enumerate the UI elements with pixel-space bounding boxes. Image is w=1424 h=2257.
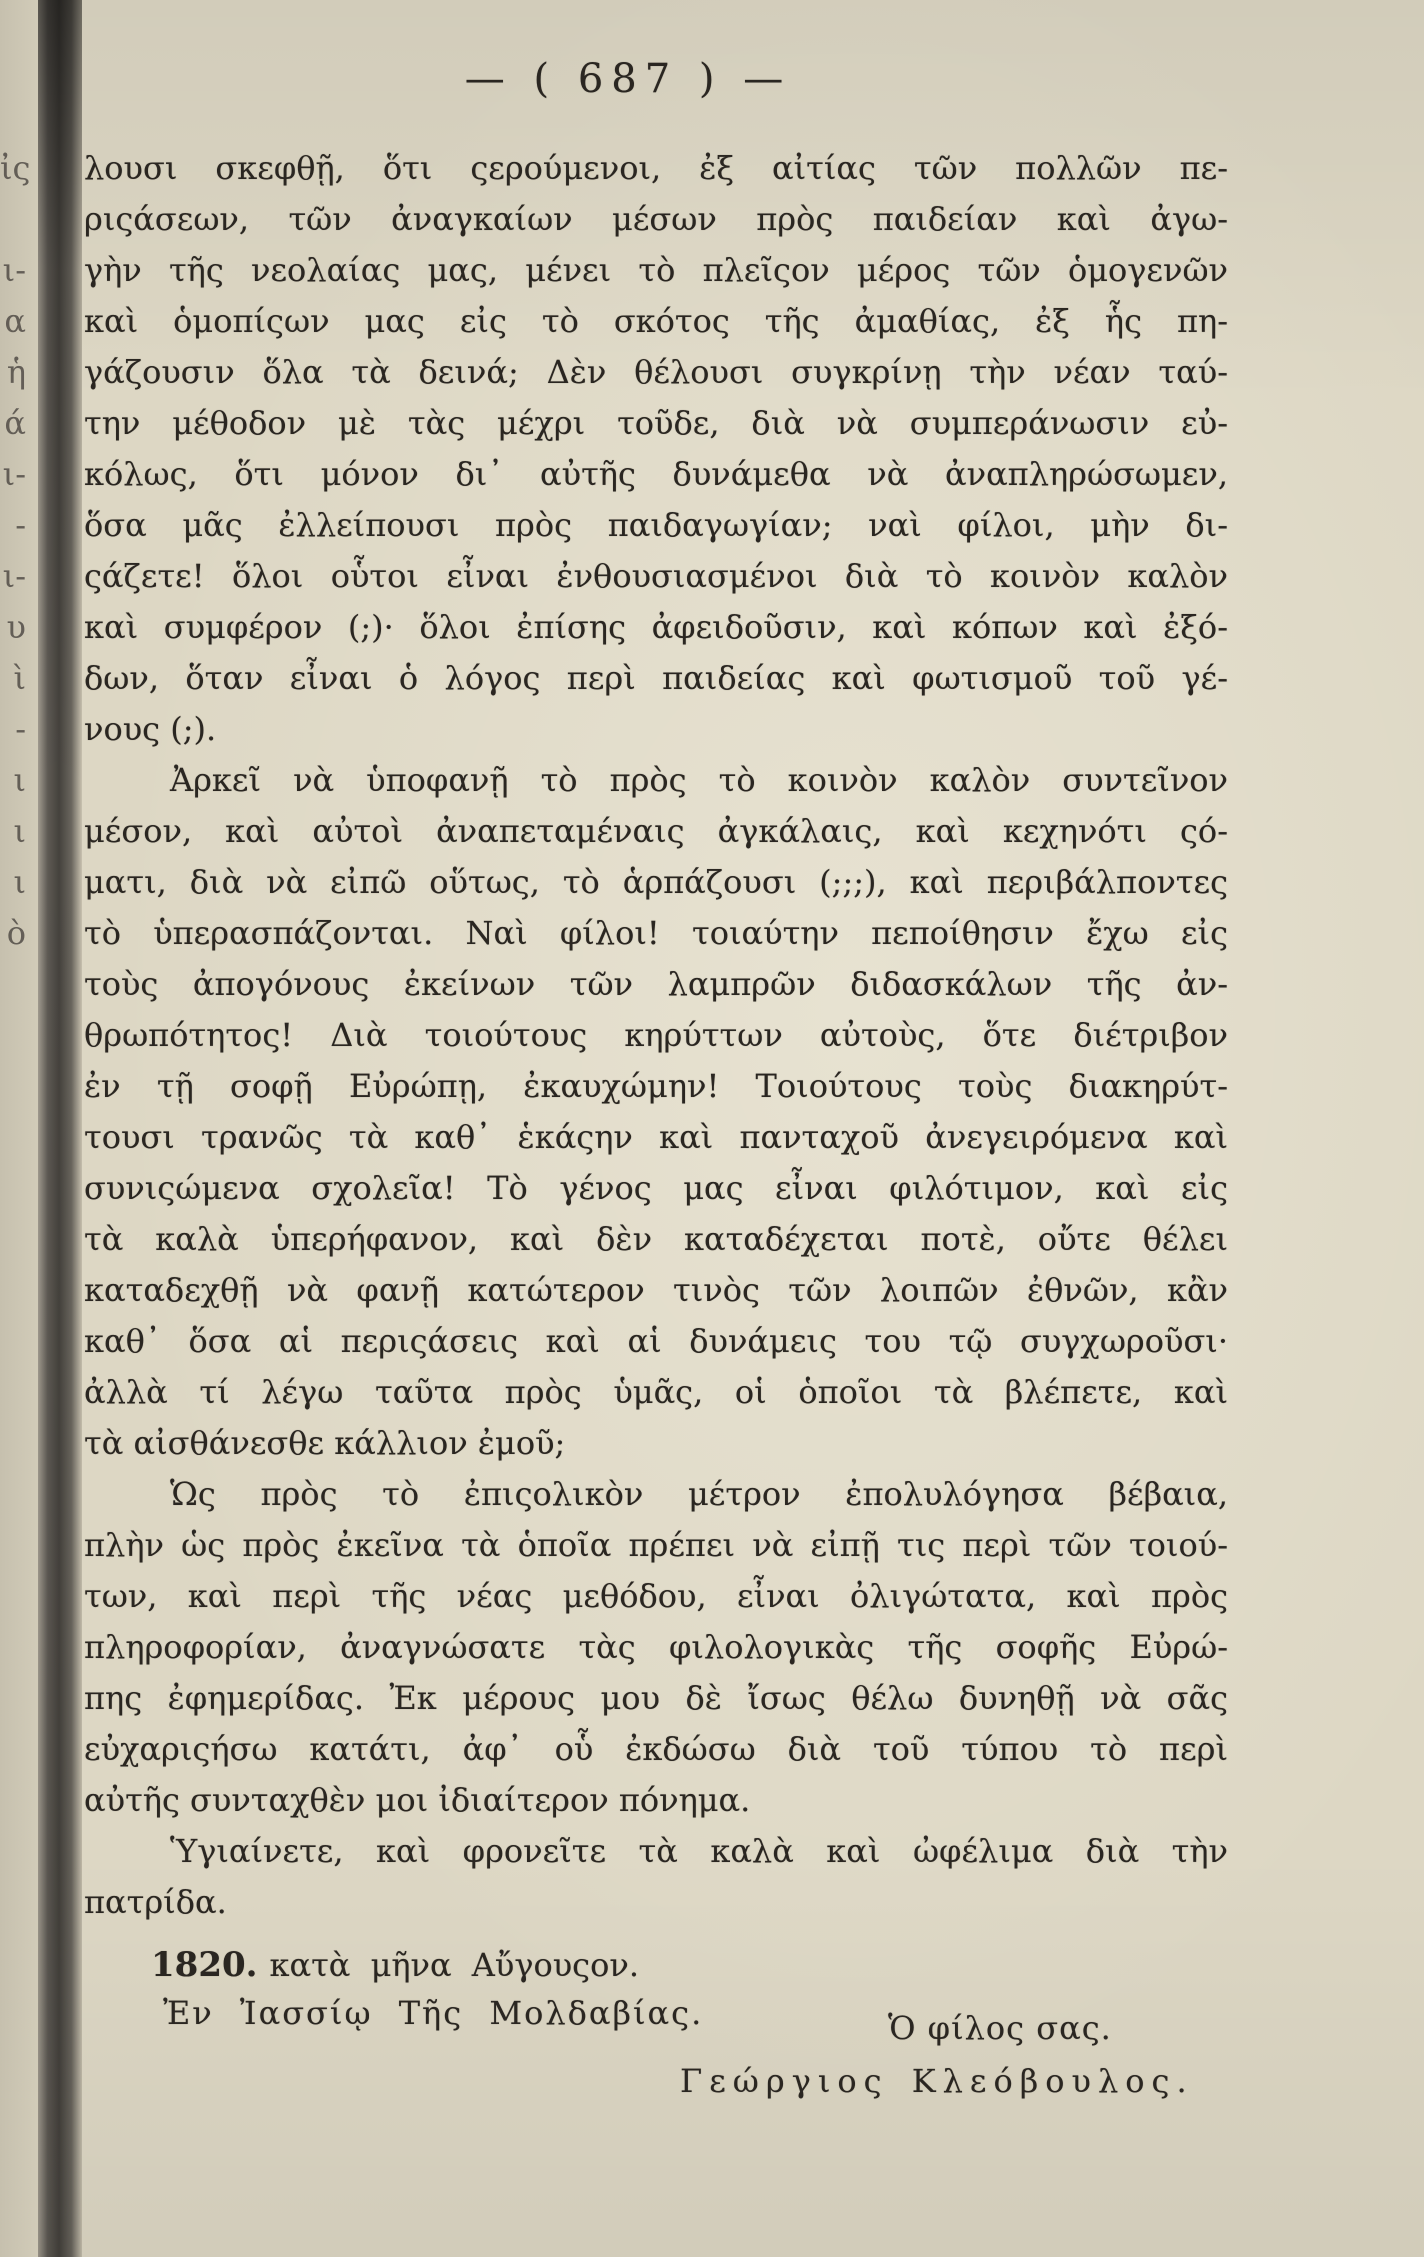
date-year: 1820. [151, 1945, 258, 1985]
page-number-header: — ( 687 ) — [464, 56, 792, 102]
facing-page-fragment: - [15, 506, 26, 544]
closing-date [151, 1940, 639, 1991]
text-line: συνιςώμενα σχολεῖα! Τὸ γένος μας εἶναι φιλότιμον, καὶ εἰς [84, 1169, 1228, 1207]
text-line: μέσον, καὶ αὐτοὶ ἀναπεταμέναις ἀγκάλαις, καὶ κεχηνότι ςό- [84, 812, 1228, 850]
text-line: τοὺς ἀπογόνους ἐκείνων τῶν λαμπρῶν διδασκάλων τῆς ἀν- [84, 965, 1228, 1003]
text-line: αὐτῆς συνταχθὲν μοι ἰδιαίτερον πόνημα. [84, 1781, 751, 1819]
facing-page-fragment: ά [4, 404, 26, 442]
facing-page-fragment: ἡ [6, 353, 26, 391]
paragraph [84, 755, 1228, 1469]
text-line: νους (;). [84, 710, 217, 748]
facing-page-fragment [0, 194, 26, 245]
text-line: πληροφορίαν, ἀναγνώσατε τὰς φιλολογικὰς τῆς σοφῆς Εὐρώ- [84, 1628, 1228, 1666]
facing-page-fragments [0, 143, 31, 959]
text-line: θρωπότητος! Διὰ τοιούτους κηρύττων αὐτοὺς, ὅτε διέτριβον [84, 1016, 1228, 1054]
text-line: γὴν τῆς νεολαίας μας, μένει τὸ πλεῖςον μέρος τῶν ὁμογενῶν [84, 251, 1228, 289]
text-line: ἐν τῇ σοφῇ Εὐρώπῃ, ἐκαυχώμην! Τοιούτους τοὺς διακηρύτ- [84, 1067, 1228, 1105]
text-line: λουσι σκεφθῇ, ὅτι ςερούμενοι, ἐξ αἰτίας τῶν πολλῶν πε- [84, 149, 1228, 187]
text-line: καὶ ὁμοπίςων μας εἰς τὸ σκότος τῆς ἀμαθίας, ἐξ ἧς πη- [84, 302, 1228, 340]
closing-salutation: Ὁ φίλος σας. [888, 2009, 1112, 2047]
text-line: κόλως, ὅτι μόνον δι᾽ αὐτῆς δυνάμεθα νὰ ἀναπληρώσωμεν, [84, 455, 1228, 493]
text-line: την μέθοδον μὲ τὰς μέχρι τοῦδε, διὰ νὰ συμπεράνωσιν εὐ- [84, 404, 1228, 442]
text-line: καταδεχθῇ νὰ φανῇ κατώτερον τινὸς τῶν λοιπῶν ἐθνῶν, κἂν [84, 1271, 1228, 1309]
facing-page-fragment: ἰς [0, 149, 31, 187]
text-line: τὰ αἰσθάνεσθε κάλλιον ἐμοῦ; [84, 1424, 566, 1462]
text-line: ςάζετε! ὅλοι οὗτοι εἶναι ἐνθουσιασμένοι διὰ τὸ κοινὸν καλὸν [84, 557, 1228, 595]
paragraph [84, 1469, 1228, 1826]
text-line: ματι, διὰ νὰ εἰπῶ οὕτως, τὸ ἁρπάζουσι (;;;), καὶ περιβάλποντες [84, 863, 1228, 901]
text-line: καὶ συμφέρον (;)· ὅλοι ἐπίσης ἀφειδοῦσιν, καὶ κόπων καὶ ἐξό- [84, 608, 1228, 646]
facing-page-fragment: ὶ [13, 659, 26, 697]
facing-page-fragment: α [4, 302, 26, 340]
facing-page-fragment: ι [13, 863, 26, 901]
date-text: κατὰ μῆνα Αὔγουςον. [269, 1946, 639, 1984]
facing-page-fragment: ι [13, 761, 26, 799]
text-line: ὅσα μᾶς ἐλλείπουσι πρὸς παιδαγωγίαν; ναὶ φίλοι, μὴν δι- [84, 506, 1228, 544]
text-line: Ἀρκεῖ νὰ ὑποφανῇ τὸ πρὸς τὸ κοινὸν καλὸν συντεῖνον [170, 761, 1228, 799]
paragraph [84, 143, 1228, 755]
text-line: εὐχαριςήσω κατάτι, ἀφ᾽ οὗ ἐκδώσω διὰ τοῦ τύπου τὸ περὶ [84, 1730, 1228, 1768]
text-line: ριςάσεων, τῶν ἀναγκαίων μέσων πρὸς παιδείαν καὶ ἀγω- [84, 200, 1228, 238]
body-text [84, 143, 1228, 1928]
facing-page-fragment: ι- [2, 251, 26, 289]
text-line: τὰ καλὰ ὑπερήφανον, καὶ δὲν καταδέχεται ποτὲ, οὔτε θέλει [84, 1220, 1228, 1258]
text-line: Ὑγιαίνετε, καὶ φρονεῖτε τὰ καλὰ καὶ ὠφέλιμα διὰ τὴν [170, 1832, 1228, 1870]
text-line: πης ἐφημερίδας. Ἐκ μέρους μου δὲ ἴσως θέλω δυνηθῇ νὰ σᾶς [84, 1679, 1228, 1717]
text-line: τὸ ὑπερασπάζονται. Ναὶ φίλοι! τοιαύτην πεποίθησιν ἔχω εἰς [84, 914, 1228, 952]
facing-page-fragment: - [15, 710, 26, 748]
text-line: Ὡς πρὸς τὸ ἐπιςολικὸν μέτρον ἐπολυλόγησα βέβαια, [170, 1475, 1228, 1513]
facing-page-fragment: ι- [2, 455, 26, 493]
paragraph [84, 1826, 1228, 1928]
facing-page-fragment: ι- [2, 557, 26, 595]
author-signature: Γεώργιος Κλεόβουλος. [680, 2062, 1194, 2100]
text-line: πατρίδα. [84, 1883, 227, 1921]
text-line: καθ᾽ ὅσα αἱ περιςάσεις καὶ αἱ δυνάμεις του τῷ συγχωροῦσι· [84, 1322, 1228, 1360]
facing-page-fragment: υ [6, 608, 26, 646]
text-line: γάζουσιν ὅλα τὰ δεινά; Δὲν θέλουσι συγκρίνῃ τὴν νέαν ταύ- [84, 353, 1228, 391]
binding-shadow [38, 0, 82, 2257]
text-line: δων, ὅταν εἶναι ὁ λόγος περὶ παιδείας καὶ φωτισμοῦ τοῦ γέ- [84, 659, 1228, 697]
facing-page-fragment: ὸ [6, 914, 26, 952]
text-line: ἀλλὰ τί λέγω ταῦτα πρὸς ὑμᾶς, οἱ ὁποῖοι τὰ βλέπετε, καὶ [84, 1373, 1228, 1411]
text-line: των, καὶ περὶ τῆς νέας μεθόδου, εἶναι ὀλιγώτατα, καὶ πρὸς [84, 1577, 1228, 1615]
text-line: τουσι τρανῶς τὰ καθ᾽ ἑκάςην καὶ πανταχοῦ ἀνεγειρόμενα καὶ [84, 1118, 1228, 1156]
closing-place: Ἐν Ἰασσίῳ Τῆς Μολδαβίας. [163, 1994, 704, 2032]
text-line: πλὴν ὡς πρὸς ἐκεῖνα τὰ ὁποῖα πρέπει νὰ εἰπῇ τις περὶ τῶν τοιού- [84, 1526, 1228, 1564]
facing-page-fragment: ι [13, 812, 26, 850]
